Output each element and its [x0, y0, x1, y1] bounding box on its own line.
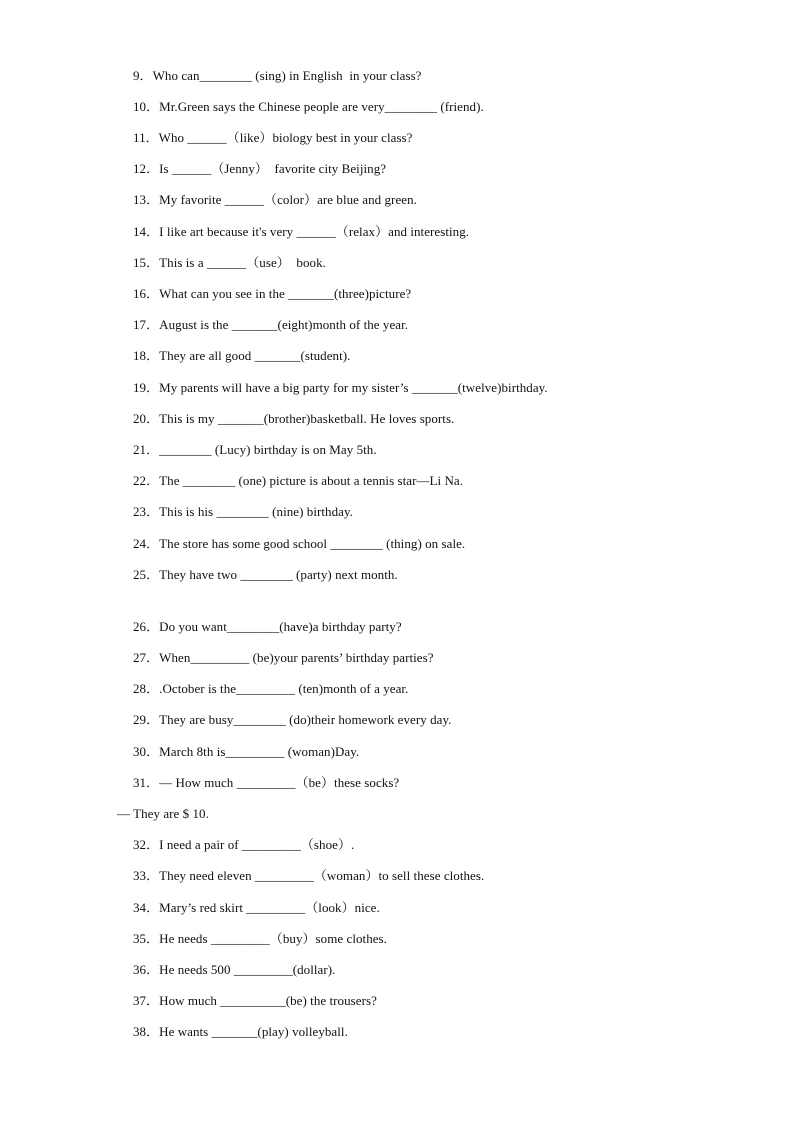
- question-26: 26．Do you want________(have)a birthday party?: [133, 619, 402, 634]
- question-30: 30．March 8th is_________ (woman)Day.: [133, 744, 360, 759]
- question-36: 36．He needs 500 _________(dollar).: [133, 962, 336, 977]
- question-20: 20．This is my _______(brother)basketball. He loves sports.: [133, 411, 455, 426]
- question-19: 19．My parents will have a big party for my sister’s _______(twelve)birthday.: [133, 380, 548, 395]
- question-15: 15．This is a ______（use） book.: [133, 255, 326, 270]
- question-27: 27．When_________ (be)your parents’ birthday parties?: [133, 650, 434, 665]
- question-34: 34．Mary’s red skirt _________（look）nice.: [133, 900, 380, 915]
- question-32: 32．I need a pair of _________（shoe）.: [133, 837, 355, 852]
- question-29: 29．They are busy________ (do)their homework every day.: [133, 712, 452, 727]
- question-23: 23．This is his ________ (nine) birthday.: [133, 504, 353, 519]
- question-11: 11．Who ______（like）biology best in your class?: [133, 130, 413, 145]
- question-14: 14．I like art because it's very ______（relax）and interesting.: [133, 224, 470, 239]
- question-9: 9．Who can________ (sing) in English in your class?: [133, 68, 422, 83]
- question-38: 38．He wants _______(play) volleyball.: [133, 1024, 348, 1039]
- question-21: 21．________ (Lucy) birthday is on May 5th.: [133, 442, 377, 457]
- question-31-answer: — They are $ 10.: [117, 806, 209, 821]
- question-37: 37．How much __________(be) the trousers?: [133, 993, 377, 1008]
- question-13: 13．My favorite ______（color）are blue and green.: [133, 192, 417, 207]
- question-33: 33．They need eleven _________（woman）to sell these clothes.: [133, 868, 485, 883]
- question-18: 18．They are all good _______(student).: [133, 348, 351, 363]
- question-35: 35．He needs _________（buy）some clothes.: [133, 931, 387, 946]
- question-22: 22．The ________ (one) picture is about a tennis star—Li Na.: [133, 473, 464, 488]
- question-10: 10．Mr.Green says the Chinese people are very________ (friend).: [133, 99, 484, 114]
- question-25: 25．They have two ________ (party) next month.: [133, 567, 398, 582]
- question-31: 31．— How much _________（be）these socks?: [133, 775, 400, 790]
- question-12: 12．Is ______（Jenny） favorite city Beijing?: [133, 161, 387, 176]
- question-24: 24．The store has some good school ________ (thing) on sale.: [133, 536, 466, 551]
- question-17: 17．August is the _______(eight)month of the year.: [133, 317, 409, 332]
- question-28: 28．.October is the_________ (ten)month of a year.: [133, 681, 409, 696]
- question-16: 16．What can you see in the _______(three)picture?: [133, 286, 412, 301]
